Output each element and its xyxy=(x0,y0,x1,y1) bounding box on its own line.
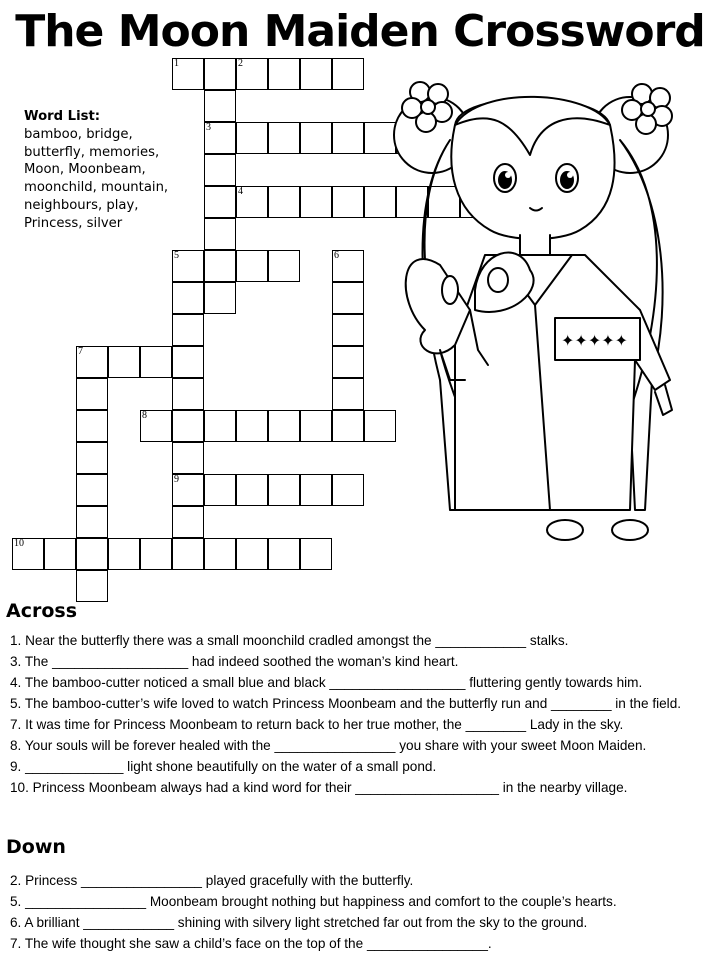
crossword-cell[interactable] xyxy=(268,474,300,506)
crossword-cell[interactable] xyxy=(300,538,332,570)
crossword-cell[interactable] xyxy=(204,474,236,506)
clue-number: 2 xyxy=(238,58,243,69)
crossword-cell[interactable] xyxy=(172,58,204,90)
clue-number: 1 xyxy=(174,58,179,69)
word-list-line: bamboo, bridge, xyxy=(24,126,133,142)
crossword-cell[interactable] xyxy=(204,90,236,122)
crossword-cell[interactable] xyxy=(172,442,204,474)
crossword-cell[interactable] xyxy=(108,346,140,378)
word-list xyxy=(24,108,194,233)
crossword-cell[interactable] xyxy=(332,474,364,506)
across-heading: Across xyxy=(6,600,78,622)
crossword-cell[interactable] xyxy=(268,410,300,442)
crossword-cell[interactable] xyxy=(300,58,332,90)
crossword-cell[interactable] xyxy=(236,58,268,90)
word-list-heading: Word List: xyxy=(24,109,101,124)
down-clue: 6. A brilliant ____________ shining with silvery light stretched far out from the sky to the ground. xyxy=(10,915,588,930)
crossword-cell[interactable] xyxy=(204,58,236,90)
crossword-cell[interactable] xyxy=(172,474,204,506)
crossword-cell[interactable] xyxy=(172,538,204,570)
crossword-cell[interactable] xyxy=(204,154,236,186)
crossword-cell[interactable] xyxy=(204,282,236,314)
crossword-cell[interactable] xyxy=(204,122,236,154)
crossword-cell[interactable] xyxy=(268,186,300,218)
moon-maiden-illustration xyxy=(380,80,710,550)
crossword-cell[interactable] xyxy=(332,346,364,378)
crossword-cell[interactable] xyxy=(140,538,172,570)
crossword-cell[interactable] xyxy=(236,122,268,154)
down-heading: Down xyxy=(6,836,66,858)
shoe-right xyxy=(612,520,648,540)
word-list-line: Princess, silver xyxy=(24,215,123,231)
crossword-cell[interactable] xyxy=(172,346,204,378)
crossword-cell[interactable] xyxy=(236,410,268,442)
crossword-cell[interactable] xyxy=(332,58,364,90)
crossword-cell[interactable] xyxy=(204,186,236,218)
clue-number: 10 xyxy=(14,538,24,549)
crossword-cell[interactable] xyxy=(236,186,268,218)
crossword-cell[interactable] xyxy=(172,410,204,442)
crossword-cell[interactable] xyxy=(236,250,268,282)
word-list-line: neighbours, play, xyxy=(24,197,139,213)
across-clue: 1. Near the butterfly there was a small moonchild cradled amongst the ____________ stalks. xyxy=(10,633,569,648)
crossword-cell[interactable] xyxy=(332,282,364,314)
down-clue: 2. Princess ________________ played gracefully with the butterfly. xyxy=(10,873,414,888)
word-list-line: moonchild, mountain, xyxy=(24,180,169,196)
crossword-cell[interactable] xyxy=(76,538,108,570)
shoe-left xyxy=(547,520,583,540)
crossword-cell[interactable] xyxy=(172,282,204,314)
crossword-cell[interactable] xyxy=(204,538,236,570)
crossword-cell[interactable] xyxy=(332,314,364,346)
crossword-cell[interactable] xyxy=(76,346,108,378)
across-clue: 9. _____________ light shone beautifully on the water of a small pond. xyxy=(10,759,437,774)
across-clue: 3. The __________________ had indeed soothed the woman’s kind heart. xyxy=(10,654,459,669)
crossword-cell[interactable] xyxy=(76,378,108,410)
crossword-cell[interactable] xyxy=(204,218,236,250)
across-clue: 10. Princess Moonbeam always had a kind word for their ___________________ in the nearby village. xyxy=(10,780,628,795)
clue-number: 3 xyxy=(206,122,211,133)
clue-number: 9 xyxy=(174,474,179,485)
down-clue-list xyxy=(10,870,710,954)
crossword-cell[interactable] xyxy=(172,314,204,346)
crossword-cell[interactable] xyxy=(332,410,364,442)
clue-number: 8 xyxy=(142,410,147,421)
crossword-cell[interactable] xyxy=(76,474,108,506)
clue-number: 7 xyxy=(78,346,83,357)
crossword-cell[interactable] xyxy=(300,186,332,218)
crossword-cell[interactable] xyxy=(76,506,108,538)
obi-stars xyxy=(561,331,628,350)
crossword-cell[interactable] xyxy=(172,250,204,282)
neck xyxy=(520,235,550,255)
word-list-line: Moon, Moonbeam, xyxy=(24,162,146,178)
page-title: The Moon Maiden Crossword xyxy=(15,6,705,57)
crossword-cell[interactable] xyxy=(268,122,300,154)
crossword-cell[interactable] xyxy=(300,410,332,442)
across-clue: 7. It was time for Princess Moonbeam to return back to her true mother, the ________ Lady in the sky. xyxy=(10,717,624,732)
clue-number: 6 xyxy=(334,250,339,261)
svg-text:✦✦✦✦✦: ✦✦✦✦✦ xyxy=(561,331,629,350)
crossword-cell[interactable] xyxy=(204,410,236,442)
crossword-cell[interactable] xyxy=(76,570,108,602)
across-clue: 5. The bamboo-cutter’s wife loved to watch Princess Moonbeam and the butterfly run and ________ in the field. xyxy=(10,696,682,711)
crossword-cell[interactable] xyxy=(172,506,204,538)
crossword-cell[interactable] xyxy=(140,410,172,442)
crossword-cell[interactable] xyxy=(268,250,300,282)
crossword-cell[interactable] xyxy=(140,346,172,378)
crossword-cell[interactable] xyxy=(300,122,332,154)
crossword-cell[interactable] xyxy=(332,378,364,410)
down-clue: 5. ________________ Moonbeam brought nothing but happiness and comfort to the couple’s hearts. xyxy=(10,894,617,909)
clue-number: 4 xyxy=(238,186,243,197)
crossword-cell[interactable] xyxy=(108,538,140,570)
across-clue: 4. The bamboo-cutter noticed a small blue and black __________________ fluttering gently towards him. xyxy=(10,675,643,690)
crossword-cell[interactable] xyxy=(236,474,268,506)
crossword-cell[interactable] xyxy=(268,538,300,570)
down-clue: 7. The wife thought she saw a child’s face on the top of the ________________. xyxy=(10,936,492,951)
crossword-cell[interactable] xyxy=(76,442,108,474)
word-list-line: butterfly, memories, xyxy=(24,144,160,160)
crossword-cell[interactable] xyxy=(332,186,364,218)
crossword-cell[interactable] xyxy=(268,58,300,90)
crossword-cell[interactable] xyxy=(332,250,364,282)
crossword-cell[interactable] xyxy=(172,378,204,410)
crossword-cell[interactable] xyxy=(204,250,236,282)
clue-number: 5 xyxy=(174,250,179,261)
crossword-cell[interactable] xyxy=(332,122,364,154)
crossword-cell[interactable] xyxy=(236,538,268,570)
crossword-cell[interactable] xyxy=(12,538,44,570)
across-clue-list xyxy=(10,630,710,798)
across-clue: 8. Your souls will be forever healed with the ________________ you share with your sweet Moon Maiden. xyxy=(10,738,647,753)
crossword-cell[interactable] xyxy=(76,410,108,442)
crossword-cell[interactable] xyxy=(44,538,76,570)
crossword-cell[interactable] xyxy=(300,474,332,506)
